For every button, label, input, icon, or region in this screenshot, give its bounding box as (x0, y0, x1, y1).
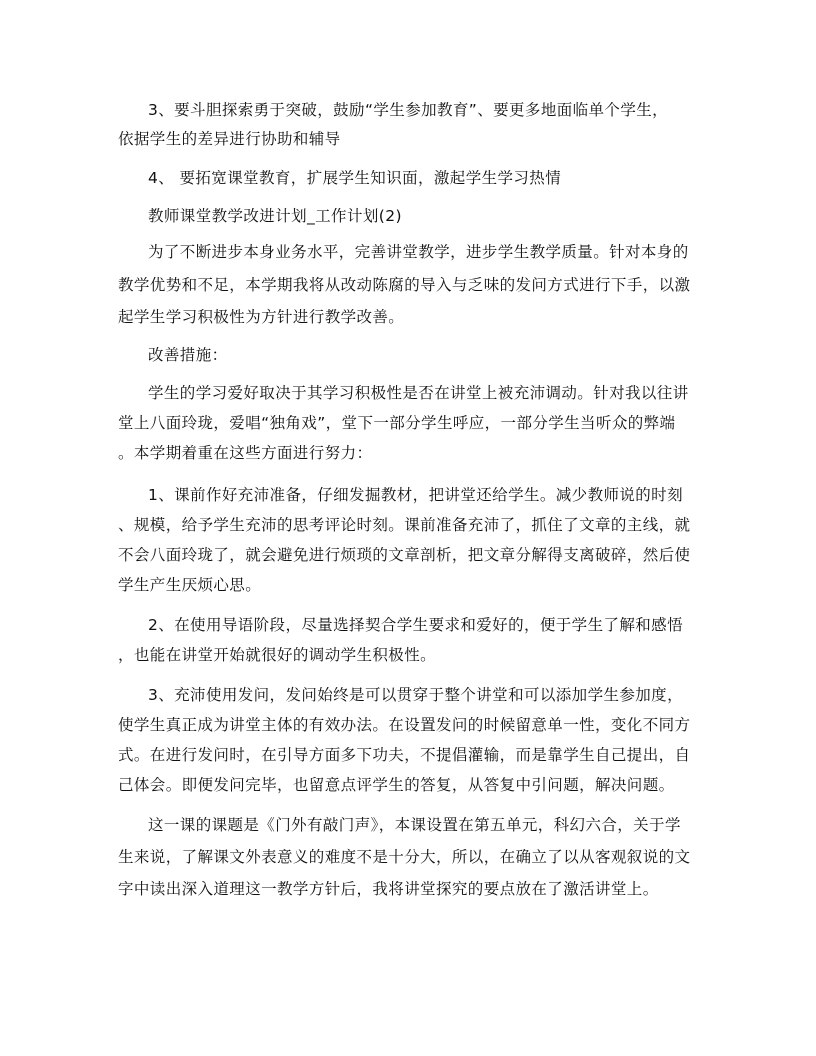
paragraph-line: 3、充沛使用发问，发问始终是可以贯穿于整个讲堂和可以添加学生参加度， (148, 686, 683, 704)
paragraph-line: 使学生真正成为讲堂主体的有效办法。在设置发问的时候留意单一性，变化不同方 (118, 716, 691, 734)
paragraph-line: 为了不断进步本身业务水平，完善讲堂教学，进步学生教学质量。针对本身的 (148, 243, 689, 261)
paragraph-line: 依据学生的差异进行协助和辅导 (118, 130, 341, 148)
paragraph-line: 、规模，给予学生充沛的思考评论时刻。课前准备充沛了，抓住了文章的主线，就 (118, 516, 691, 534)
paragraph-line: 这一课的课题是《门外有敲门声》，本课设置在第五单元，科幻六合，关于学 (148, 816, 681, 834)
paragraph-line: 不会八面玲珑了，就会避免进行烦琐的文章剖析，把文章分解得支离破碎，然后使 (118, 546, 691, 564)
paragraph-line: 1、课前作好充沛准备，仔细发掘教材，把讲堂还给学生。减少教师说的时刻 (148, 486, 683, 504)
paragraph-line: 学生的学习爱好取决于其学习积极性是否在讲堂上被充沛调动。针对我以往讲 (148, 384, 689, 402)
paragraph-line: 。本学期着重在这些方面进行努力： (118, 444, 373, 462)
subheading: 改善措施： (148, 346, 228, 364)
paragraph-line: 教学优势和不足，本学期我将从改动陈腐的导入与乏味的发问方式进行下手，以激 (118, 276, 691, 294)
paragraph-line: 式。在进行发问时，在引导方面多下功夫，不提倡灌输，而是靠学生自己提出，自 (118, 746, 691, 764)
paragraph-line: 堂上八面玲珑，爱唱“独角戏”，堂下一部分学生呼应，一部分学生当听众的弊端 (118, 414, 676, 432)
paragraph-line: 3、要斗胆探索勇于突破，鼓励“学生参加教育”、要更多地面临单个学生， (148, 101, 669, 119)
section-heading: 教师课堂教学改进计划_工作计划(2) (148, 207, 402, 225)
paragraph-line: ，也能在讲堂开始就很好的调动学生积极性。 (118, 646, 437, 664)
paragraph-line: 学生产生厌烦心思。 (118, 576, 262, 594)
paragraph-line: 字中读出深入道理这一教学方针后，我将讲堂探究的要点放在了激活讲堂上。 (118, 880, 659, 898)
paragraph-line: 起学生学习积极性为方针进行教学改善。 (118, 308, 405, 326)
paragraph-line: 己体会。即便发问完毕，也留意点评学生的答复，从答复中引问题，解决问题。 (118, 776, 675, 794)
paragraph-line: 4、 要拓宽课堂教育，扩展学生知识面，激起学生学习热情 (148, 169, 562, 187)
paragraph-line: 2、在使用导语阶段，尽量选择契合学生要求和爱好的，便于学生了解和感悟 (148, 616, 683, 634)
paragraph-line: 生来说，了解课文外表意义的难度不是十分大，所以，在确立了以从客观叙说的文 (118, 848, 691, 866)
